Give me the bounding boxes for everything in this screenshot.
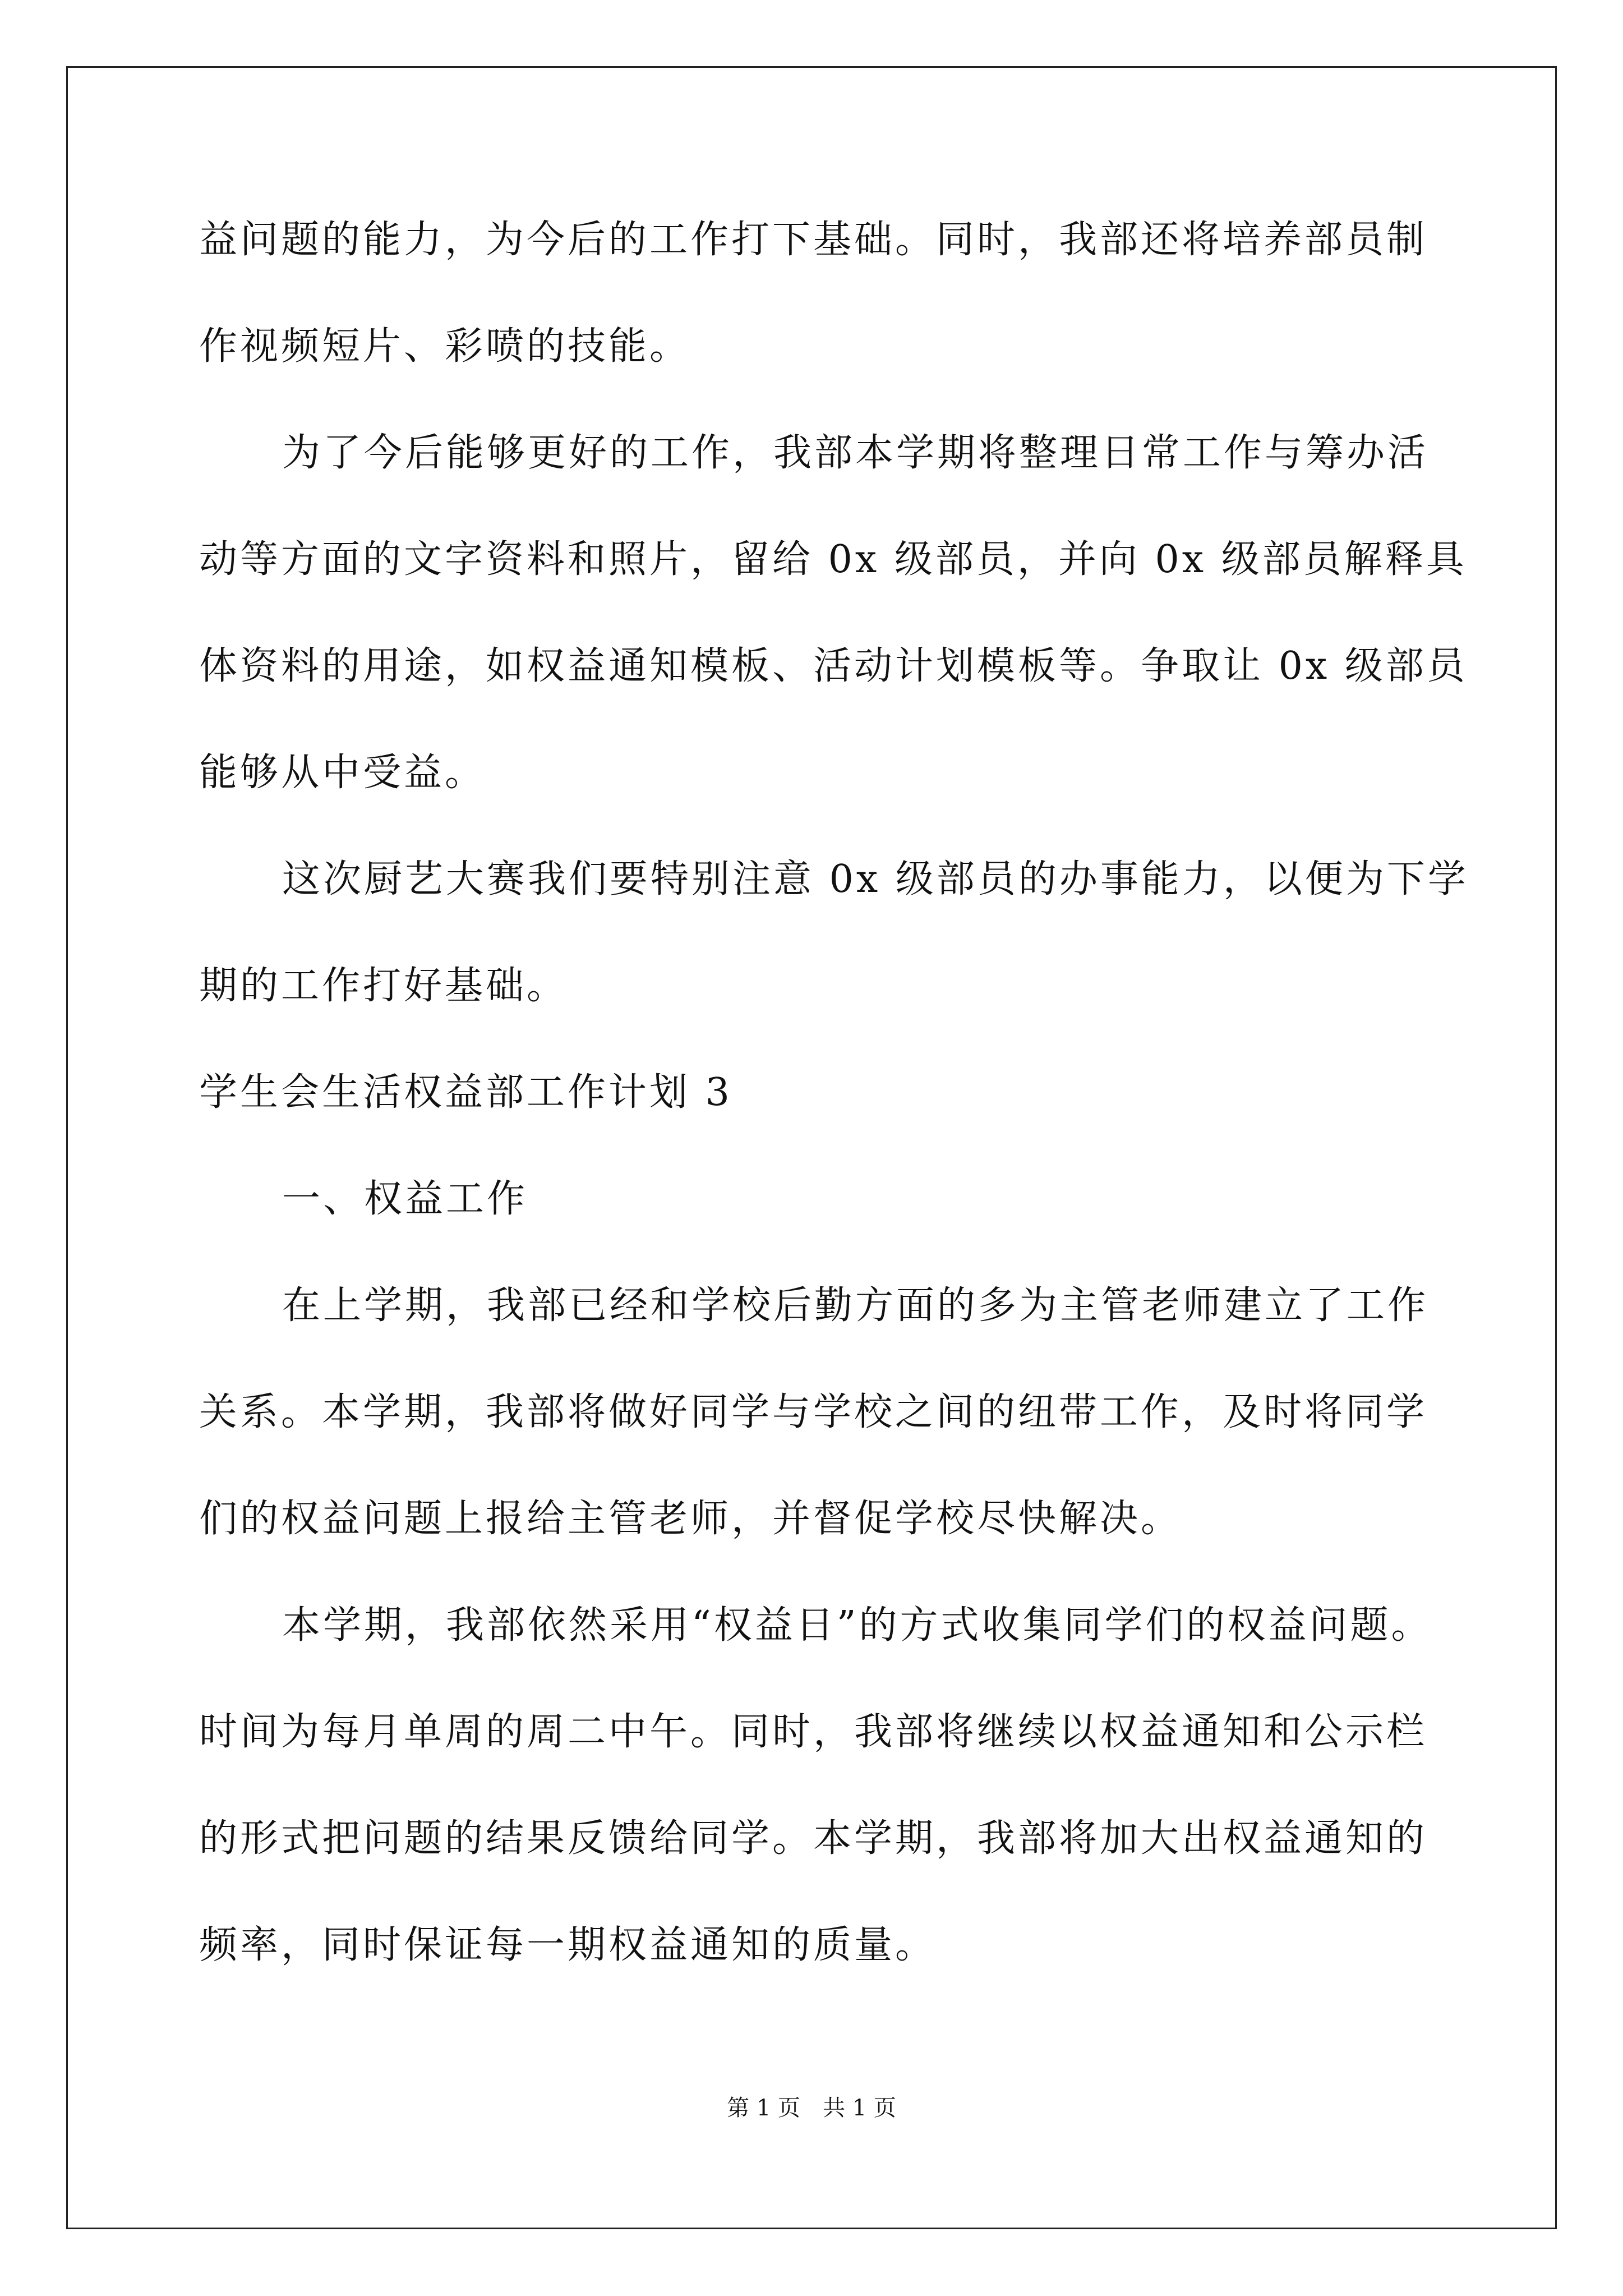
text-line: 的形式把问题的结果反馈给同学。本学期，我部将加大出权益通知的: [199, 1816, 1428, 1861]
page-number-footer: 第 1 页 共 1 页: [727, 2095, 896, 2121]
text-line: 们的权益问题上报给主管老师，并督促学校尽快解决。: [199, 1497, 1182, 1541]
text-line: 频率，同时保证每一期权益通知的质量。: [199, 1923, 937, 1967]
section-heading: 学生会生活权益部工作计划 3: [199, 1070, 732, 1115]
text-line: 这次厨艺大赛我们要特别注意 0x 级部员的办事能力，以便为下学: [282, 857, 1469, 901]
text-line: 益问题的能力，为今后的工作打下基础。同时，我部还将培养部员制: [199, 218, 1428, 262]
text-line: 体资料的用途，如权益通知模板、活动计划模板等。争取让 0x 级部员: [199, 644, 1468, 688]
text-line: 作视频短片、彩喷的技能。: [199, 324, 691, 369]
page-border: [66, 66, 1557, 2229]
text-line: 期的工作打好基础。: [199, 964, 568, 1008]
text-line: 在上学期，我部已经和学校后勤方面的多为主管老师建立了工作: [282, 1283, 1429, 1328]
text-line: 能够从中受益。: [199, 751, 486, 795]
text-line: 为了今后能够更好的工作，我部本学期将整理日常工作与筹办活: [282, 431, 1429, 475]
text-line: 时间为每月单周的周二中午。同时，我部将继续以权益通知和公示栏: [199, 1710, 1428, 1754]
subsection-heading: 一、权益工作: [282, 1177, 528, 1221]
text-line: 动等方面的文字资料和照片，留给 0x 级部员，并向 0x 级部员解释具: [199, 537, 1467, 582]
text-line: 本学期，我部依然采用“权益日”的方式收集同学们的权益问题。: [282, 1603, 1432, 1648]
text-line: 关系。本学期，我部将做好同学与学校之间的纽带工作，及时将同学: [199, 1390, 1428, 1434]
